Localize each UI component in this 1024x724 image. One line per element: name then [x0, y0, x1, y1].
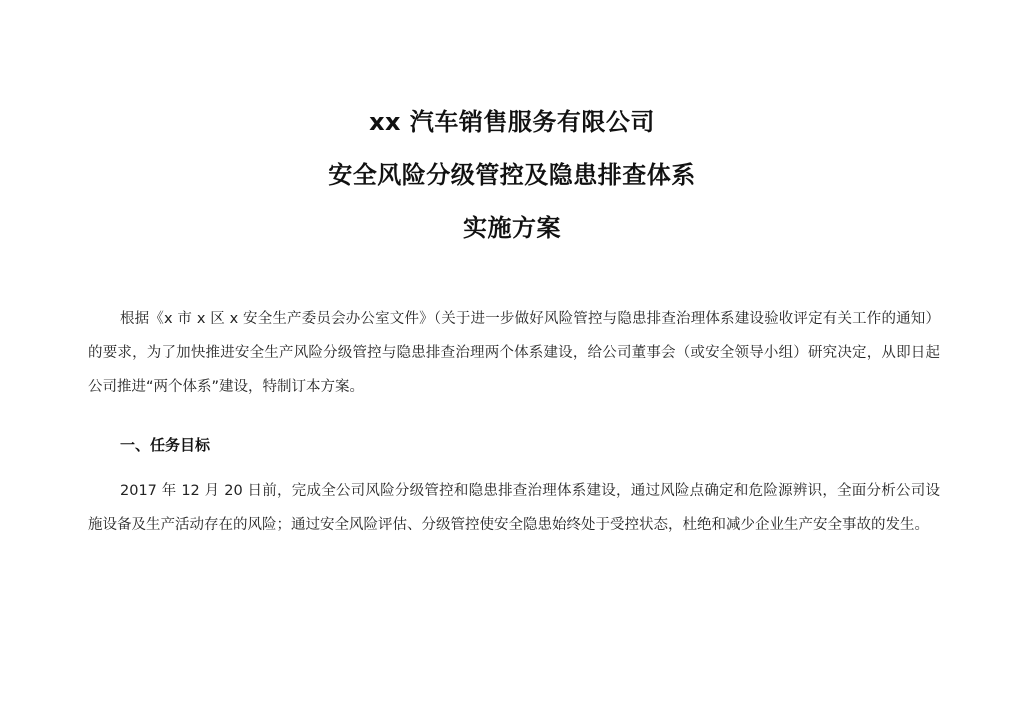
title-plan: 实施方案	[463, 214, 561, 242]
title-company: xx 汽车销售服务有限公司	[369, 108, 655, 136]
title-system: 安全风险分级管控及隐患排查体系	[328, 161, 696, 189]
document-title	[0, 108, 1024, 267]
task-goal-paragraph: 2017 年 12 月 20 日前，完成全公司风险分级管控和隐患排查治理体系建设，通过风险点确定和危险源辨识，全面分析公司设施设备及生产活动存在的风险；通过安全风险评估、分级管控使安全隐患始终处于受控状态，杜绝和减少企业生产安全事故的发生。	[88, 483, 940, 533]
section-heading-task-goal: 一、任务目标	[120, 436, 211, 454]
intro-paragraph: 根据《x 市 x 区 x 安全生产委员会办公室文件》（关于进一步做好风险管控与隐患排查治理体系建设验收评定有关工作的通知）的要求，为了加快推进安全生产风险分级管控与隐患排查治理两个体系建设，给公司董事会（或安全领导小组）研究决定，从即日起公司推进“两个体系”建设，特制订本方案。	[88, 311, 940, 395]
